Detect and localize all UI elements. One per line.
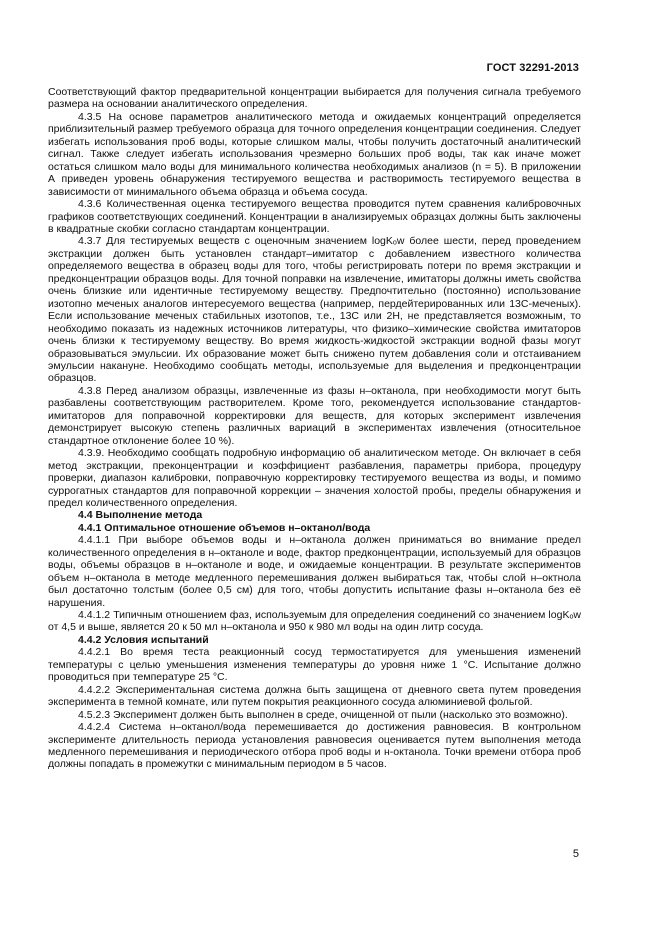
paragraph-p4-3-9: 4.3.9. Необходимо сообщать подробную информацию об аналитическом методе. Он включает в себя метод экстракции, преконцентрации и коэффициент разбавления, параметры прибора, процедуру проверки, диапазон калибровки, поправочную корректировку тестируемого вещества из воды, и помимо суррогатных стандартов для поправочной коррекции – значения холостой пробы, пределы обнаружения и предел количественного определения.	[48, 447, 581, 509]
paragraph-p4-3-5: 4.3.5 На основе параметров аналитического метода и ожидаемых концентраций определяется приблизительный размер требуемого образца для точного определения концентрации соединения. Следует избегать использования проб воды, которые слишком малы, чтобы получить достаточный аналитический сигнал. Также следует избегать использования чрезмерно больших проб воды, так как иначе может остаться слишком мало воды для минимального количества необходимых анализов (n = 5). В приложении А приведен уровень обнаружения тестируемого вещества и растворимость тестируемого вещества в зависимости от минимального объема образца и объема сосуда.	[48, 110, 581, 198]
page-number: 5	[572, 848, 579, 860]
paragraph-p4-3-8: 4.3.8 Перед анализом образцы, извлеченные из фазы н–октанола, при необходимости могут быть разбавлены соответствующим растворителем. Кроме того, рекомендуется использование стандартов-имитаторов для поправочной корректировки для веществ, для которых эксперимент извлечения демонстрирует высокую степень различных вариаций в экспериментах извлечения (относительное стандартное отклонение более 10 %).	[48, 384, 581, 447]
document-body	[48, 86, 581, 771]
paragraph-p4-4-2-1: 4.4.2.1 Во время теста реакционный сосуд термостатируется для уменьшения изменений температуры с целью уменьшения изменения температуры до уровня ниже 1 °С. Испытание должно проводиться при температуре 25 °С.	[48, 646, 581, 684]
paragraph-p4-3-6: 4.3.6 Количественная оценка тестируемого вещества проводится путем сравнения калибровочных графиков соответствующих соединений. Концентрации в анализируемых образцах должны быть заключены в квадратные скобки согласно стандартам концентрации.	[48, 198, 581, 235]
paragraph-p4-5-2-3: 4.5.2.3 Эксперимент должен быть выполнен в среде, очищенной от пыли (насколько это возможно).	[78, 708, 568, 721]
paragraph-intro: Соответствующий фактор предварительной концентрации выбирается для получения сигнала требуемого размера на основании аналитического определения.	[48, 86, 581, 111]
document-id-header: ГОСТ 32291-2013	[486, 62, 579, 74]
section-heading-h4-4-1: 4.4.1 Оптимальное отношение объемов н–октанол/вода	[78, 521, 371, 534]
paragraph-p4-3-7: 4.3.7 Для тестируемых веществ с оценочным значением logKₒw более шести, перед проведением экстракции должен быть установлен стандарт–имитатор с добавлением известного количества определяемого вещества в образец воды для того, чтобы регистрировать потери по время экстракции и предконцентрации образцов воды. Для точной поправки на извлечение, имитаторы должны иметь свойства очень близкие или идентичные тестируемому веществу. Предпочтительно (постоянно) использование изотопно меченых аналогов интересуемого вещества (например, пердейтерированных или 13С-меченых). Если использование меченых стабильных изотопов, т.е., 13С или 2Н, не представляется возможным, то необходимо показать из надежных источников литературы, что физико–химические свойства имитаторов очень близки к тестируемому веществу. Во время жидкость-жидкостой экстракции водной фазы могут образовываться эмульсии. Их образование может быть снижено путем добавления соли и отстаиванием эмульсии накануне. Необходимо сообщать методы, используемые для выделения и предконцентрации образцов.	[48, 235, 581, 385]
paragraph-p4-4-1-2: 4.4.1.2 Типичным отношением фаз, используемым для определения соединений со значением logKₒw от 4,5 и выше, является 20 к 50 мл н–октанола и 950 к 980 мл воды на один литр сосуда.	[48, 609, 581, 634]
section-heading-h4-4-2: 4.4.2 Условия испытаний	[78, 633, 209, 646]
paragraph-p4-4-1-1: 4.4.1.1 При выборе объемов воды и н–октанола должен приниматься во внимание предел количественного определения в н–октаноле и воде, фактор предконцентрации, используемый для образцов воды, объемы образцов в н–октаноле и воде, и ожидаемые концентрации. В результате экспериментов объем н–октанола в методе медленного перемешивания должен выбираться так, чтобы слой н–октнола был достаточно толстым (более 0,5 см) для того, чтобы допустить испытание фазы н–октанола без её нарушения.	[48, 534, 581, 609]
paragraph-p4-4-2-2: 4.4.2.2 Экспериментальная система должна быть защищена от дневного света путем проведения эксперимента в темной комнате, или путем покрытия реакционного сосуда алюминиевой фольгой.	[48, 683, 581, 709]
paragraph-p4-4-2-4: 4.4.2.4 Система н–октанол/вода перемешивается до достижения равновесия. В контрольном эксперименте длительность периода установления равновесия оценивается путем выполнения метода медленного перемешивания и периодического отбора проб воды и н-октанола. Точки времени отбора проб должны попадать в промежутки с минимальным периодом в 5 часов.	[48, 721, 581, 771]
section-heading-h4-4: 4.4 Выполнение метода	[78, 509, 203, 522]
